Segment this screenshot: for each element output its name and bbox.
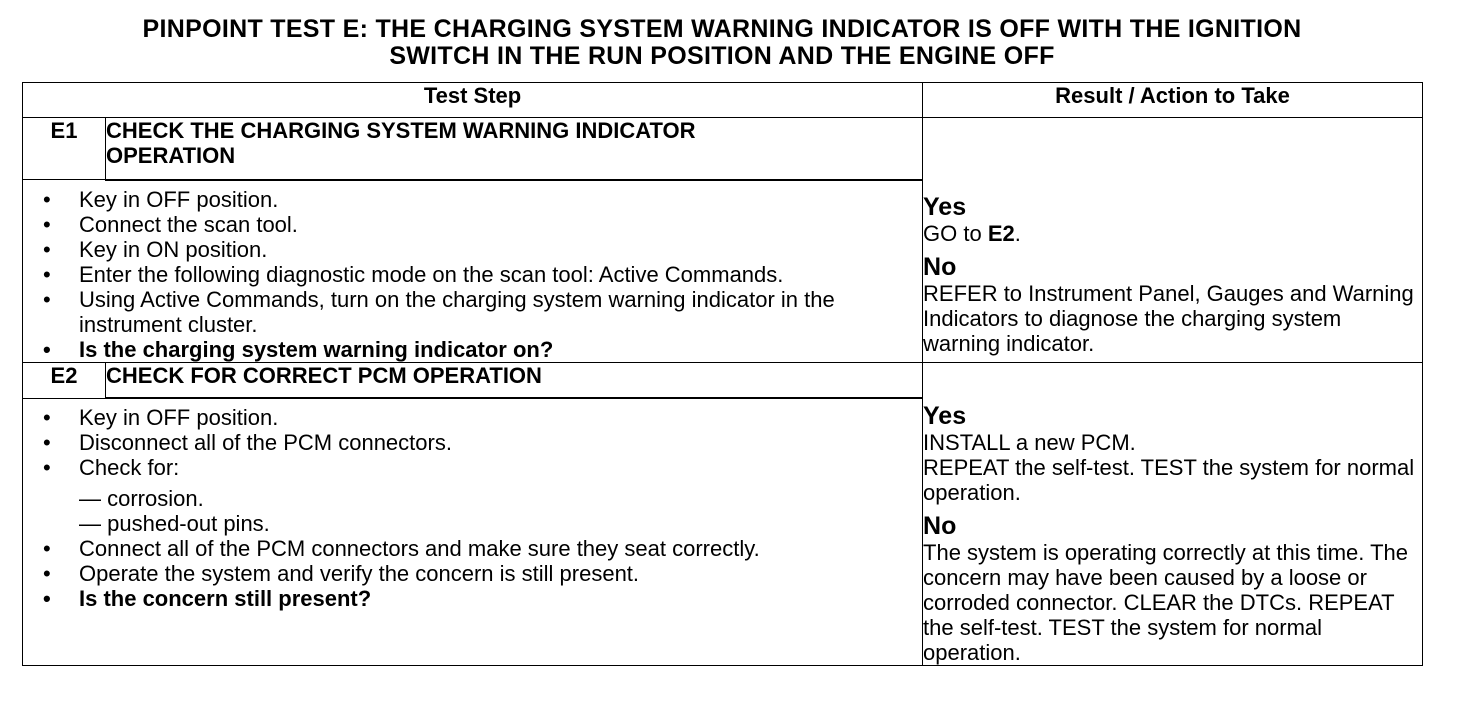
page-title xyxy=(0,16,1444,70)
step-e2-list-b xyxy=(33,536,872,641)
list-item: • Key in OFF position. xyxy=(43,186,279,212)
result-header: Result / Action to Take xyxy=(923,83,1423,118)
list-item: • Enter the following diagnostic mode on the scan tool: Active Commands. xyxy=(43,261,784,287)
list-item: • Check for: xyxy=(43,455,180,480)
list-item: • Key in ON position. xyxy=(43,236,268,262)
test-step-header: Test Step xyxy=(23,83,923,118)
e2-no-action: The system is operating correctly at this time. The concern may have been caused by a loose or corroded connector. CLEAR the DTCs. REPEAT the self-test. TEST the system for normal operation. xyxy=(923,539,1409,665)
e1-yes-action xyxy=(923,221,1422,246)
list-item: • Key in OFF position. xyxy=(43,405,279,430)
step-e2-list-a xyxy=(33,405,872,480)
sub-list-item: — corrosion. xyxy=(79,486,204,511)
title-line-2: SWITCH IN THE RUN POSITION AND THE ENGINE OFF xyxy=(389,42,1055,70)
step-e2-result xyxy=(923,362,1423,665)
sub-list-item: — pushed-out pins. xyxy=(79,511,270,536)
step-id-e2: E2 xyxy=(23,362,106,398)
step-id-e1: E1 xyxy=(23,118,106,180)
list-item: • Connect all of the PCM connectors and make sure they seat correctly. xyxy=(43,536,760,561)
step-e1-title-line-2: OPERATION xyxy=(106,143,236,168)
list-item: • Using Active Commands, turn on the charging system warning indicator in the instrument cluster. xyxy=(43,286,835,337)
e2-no-label: No xyxy=(923,511,957,540)
list-item: • Disconnect all of the PCM connectors. xyxy=(43,430,452,455)
e2-yes-line-1: INSTALL a new PCM. xyxy=(923,429,1136,455)
list-item: • Is the charging system warning indicator on? xyxy=(43,336,554,362)
list-item: • Operate the system and verify the concern is still present. xyxy=(43,561,640,586)
e1-yes-label: Yes xyxy=(923,192,967,221)
step-e1-body xyxy=(23,180,923,363)
e1-yes-target: E2 xyxy=(987,220,1015,246)
step-e1-list xyxy=(33,187,872,362)
pinpoint-test-table xyxy=(22,82,1423,666)
step-e1-title xyxy=(106,118,923,180)
e1-no-label: No xyxy=(923,252,957,281)
e2-yes-label: Yes xyxy=(923,401,967,430)
e1-yes-prefix: GO to xyxy=(923,220,988,246)
step-e2-title-row xyxy=(23,362,1423,398)
e2-yes-line-2: REPEAT the self-test. TEST the system for normal operation. xyxy=(923,454,1415,505)
e1-yes-suffix: . xyxy=(1014,220,1021,246)
list-item: • Is the concern still present? xyxy=(43,586,372,611)
step-e1-title-row xyxy=(23,118,1423,180)
step-e1-result xyxy=(923,118,1423,363)
list-item: • Connect the scan tool. xyxy=(43,211,298,237)
e1-no-action: REFER to Instrument Panel, Gauges and Warning Indicators to diagnose the charging system warning indicator. xyxy=(923,280,1414,356)
table-header-row xyxy=(23,83,1423,118)
step-e2-title: CHECK FOR CORRECT PCM OPERATION xyxy=(106,362,923,398)
title-line-1: PINPOINT TEST E: THE CHARGING SYSTEM WARNING INDICATOR IS OFF WITH THE IGNITION xyxy=(142,15,1302,43)
step-e2-sublist xyxy=(33,486,922,536)
step-e2-body xyxy=(23,398,923,665)
step-e1-title-line-1: CHECK THE CHARGING SYSTEM WARNING INDICATOR xyxy=(106,118,696,143)
